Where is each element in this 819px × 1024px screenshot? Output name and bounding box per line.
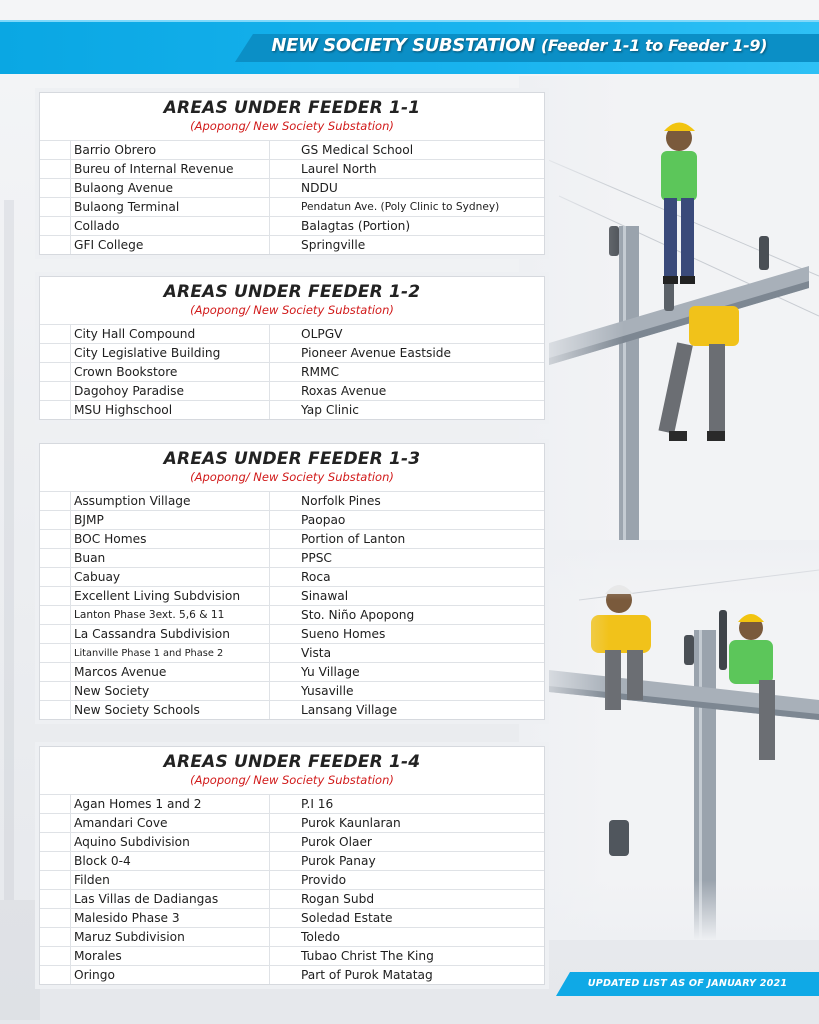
area-cell: Pendatun Ave. (Poly Clinic to Sydney) <box>298 198 544 217</box>
table-row <box>40 511 544 530</box>
feeder-1-4-section <box>35 742 549 989</box>
title-text: NEW SOCIETY SUBSTATION <box>271 35 535 56</box>
table-row <box>40 141 544 160</box>
section-title: AREAS UNDER FEEDER 1-1 <box>163 98 421 118</box>
feeder-1-1-section <box>35 88 549 259</box>
table-row <box>40 217 544 236</box>
section-title: AREAS UNDER FEEDER 1-4 <box>163 752 421 772</box>
feeder-1-2-section <box>35 272 549 424</box>
table-row <box>40 871 544 890</box>
section-subtitle: (Apopong/ New Society Substation) <box>190 773 394 787</box>
area-cell: Portion of Lanton <box>298 530 544 549</box>
area-cell: Oringo <box>71 966 270 985</box>
area-cell: NDDU <box>298 179 544 198</box>
areas-table <box>40 140 544 254</box>
area-cell: Tubao Christ The King <box>298 947 544 966</box>
area-cell: Yap Clinic <box>298 401 544 420</box>
area-cell: Block 0-4 <box>71 852 270 871</box>
area-cell: Bureu of Internal Revenue <box>71 160 270 179</box>
area-cell: Roxas Avenue <box>298 382 544 401</box>
area-cell: Provido <box>298 871 544 890</box>
table-row <box>40 833 544 852</box>
area-cell: BJMP <box>71 511 270 530</box>
area-cell: Cabuay <box>71 568 270 587</box>
area-cell: Springville <box>298 236 544 255</box>
section-subtitle: (Apopong/ New Society Substation) <box>190 303 394 317</box>
section-title: AREAS UNDER FEEDER 1-3 <box>163 449 421 469</box>
area-cell: Sto. Niño Apopong <box>298 606 544 625</box>
area-cell: Toledo <box>298 928 544 947</box>
area-cell: City Legislative Building <box>71 344 270 363</box>
feeder-1-3-section <box>35 439 549 724</box>
updated-label: UPDATED LIST AS OF JANUARY 2021 <box>587 978 788 989</box>
area-cell: Yusaville <box>298 682 544 701</box>
lineman-photo-bottom <box>519 540 819 940</box>
area-cell: Balagtas (Portion) <box>298 217 544 236</box>
lineman-photo-top <box>519 76 819 546</box>
area-cell: Pioneer Avenue Eastside <box>298 344 544 363</box>
section-subtitle: (Apopong/ New Society Substation) <box>190 119 394 133</box>
area-cell: Barrio Obrero <box>71 141 270 160</box>
area-cell: Norfolk Pines <box>298 492 544 511</box>
table-row <box>40 549 544 568</box>
area-cell: Lansang Village <box>298 701 544 720</box>
title-subtitle: (Feeder 1-1 to Feeder 1-9) <box>540 36 767 55</box>
area-cell: Litanville Phase 1 and Phase 2 <box>71 644 270 663</box>
table-row <box>40 382 544 401</box>
table-row <box>40 160 544 179</box>
header-banner-highlight <box>0 20 819 22</box>
area-cell: Crown Bookstore <box>71 363 270 382</box>
table-row <box>40 606 544 625</box>
area-cell: Soledad Estate <box>298 909 544 928</box>
area-cell: Part of Purok Matatag <box>298 966 544 985</box>
table-row <box>40 890 544 909</box>
area-cell: New Society Schools <box>71 701 270 720</box>
area-cell: Buan <box>71 549 270 568</box>
area-cell: Sinawal <box>298 587 544 606</box>
area-cell: Lanton Phase 3ext. 5,6 & 11 <box>71 606 270 625</box>
page-title <box>271 35 767 56</box>
area-cell: Laurel North <box>298 160 544 179</box>
table-row <box>40 587 544 606</box>
table-row <box>40 701 544 720</box>
area-cell: Roca <box>298 568 544 587</box>
table-row <box>40 198 544 217</box>
area-cell: OLPGV <box>298 325 544 344</box>
area-cell: Purok Panay <box>298 852 544 871</box>
area-cell: Maruz Subdivision <box>71 928 270 947</box>
table-row <box>40 814 544 833</box>
area-cell: City Hall Compound <box>71 325 270 344</box>
areas-table <box>40 324 544 419</box>
table-row <box>40 236 544 255</box>
area-cell: Rogan Subd <box>298 890 544 909</box>
area-cell: RMMC <box>298 363 544 382</box>
area-cell: MSU Highschool <box>71 401 270 420</box>
table-row <box>40 530 544 549</box>
area-cell: Agan Homes 1 and 2 <box>71 795 270 814</box>
area-cell: Collado <box>71 217 270 236</box>
areas-table <box>40 794 544 984</box>
area-cell: Sueno Homes <box>298 625 544 644</box>
table-row <box>40 795 544 814</box>
table-row <box>40 179 544 198</box>
area-cell: La Cassandra Subdivision <box>71 625 270 644</box>
area-cell: GS Medical School <box>298 141 544 160</box>
area-cell: Vista <box>298 644 544 663</box>
table-row <box>40 663 544 682</box>
table-row <box>40 682 544 701</box>
table-row <box>40 625 544 644</box>
area-cell: Amandari Cove <box>71 814 270 833</box>
area-cell: Morales <box>71 947 270 966</box>
table-row <box>40 492 544 511</box>
area-cell: BOC Homes <box>71 530 270 549</box>
area-cell: Marcos Avenue <box>71 663 270 682</box>
area-cell: Yu Village <box>298 663 544 682</box>
table-row <box>40 909 544 928</box>
area-cell: Paopao <box>298 511 544 530</box>
area-cell: Aquino Subdivision <box>71 833 270 852</box>
area-cell: PPSC <box>298 549 544 568</box>
table-row <box>40 966 544 985</box>
areas-table <box>40 491 544 719</box>
table-row <box>40 947 544 966</box>
area-cell: Las Villas de Dadiangas <box>71 890 270 909</box>
area-cell: Dagohoy Paradise <box>71 382 270 401</box>
area-cell: Assumption Village <box>71 492 270 511</box>
table-row <box>40 644 544 663</box>
area-cell: New Society <box>71 682 270 701</box>
area-cell: Filden <box>71 871 270 890</box>
table-row <box>40 363 544 382</box>
area-cell: GFI College <box>71 236 270 255</box>
background-decoration <box>0 80 40 1020</box>
area-cell: Malesido Phase 3 <box>71 909 270 928</box>
area-cell: Excellent Living Subdvision <box>71 587 270 606</box>
section-subtitle: (Apopong/ New Society Substation) <box>190 470 394 484</box>
area-cell: Bulaong Terminal <box>71 198 270 217</box>
area-cell: Purok Olaer <box>298 833 544 852</box>
table-row <box>40 344 544 363</box>
section-title: AREAS UNDER FEEDER 1-2 <box>163 282 421 302</box>
area-cell: Bulaong Avenue <box>71 179 270 198</box>
table-row <box>40 568 544 587</box>
area-cell: P.I 16 <box>298 795 544 814</box>
table-row <box>40 852 544 871</box>
table-row <box>40 401 544 420</box>
area-cell: Purok Kaunlaran <box>298 814 544 833</box>
table-row <box>40 928 544 947</box>
table-row <box>40 325 544 344</box>
